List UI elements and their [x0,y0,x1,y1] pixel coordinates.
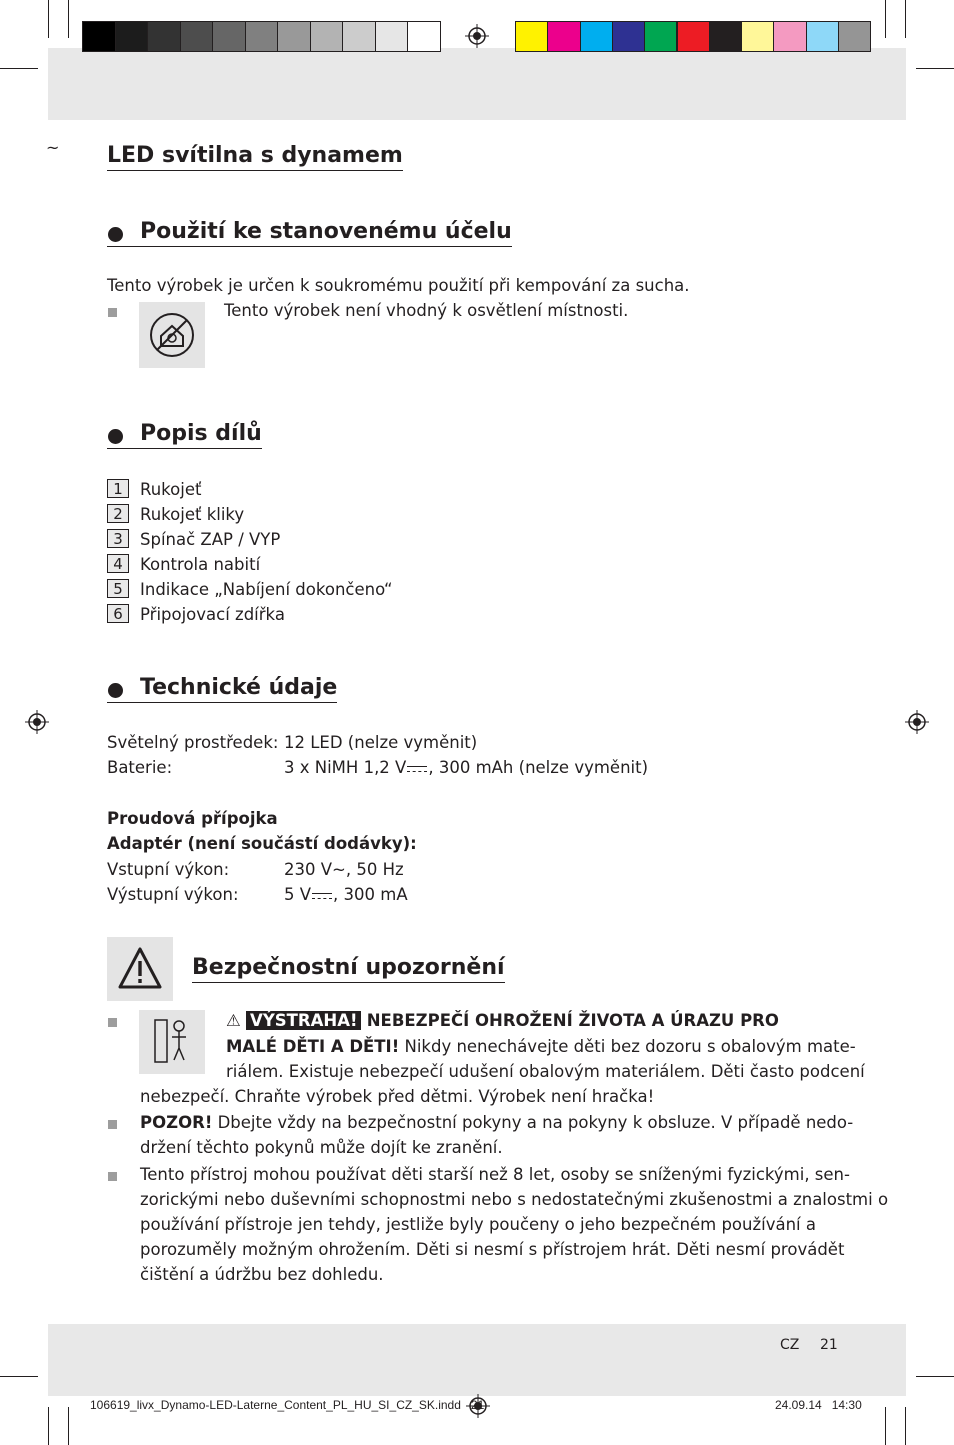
crop-mark [68,1407,69,1445]
crop-mark [0,68,38,69]
part-label: Indikace „Nabíjení dokončeno“ [140,580,393,599]
part-label: Rukojeť [140,480,202,499]
color-swatch [773,21,806,52]
part-number-badge: 5 [107,579,129,598]
section-title-use: Použití ke stanovenému účelu [107,219,512,247]
spec-value-input: 230 V~, 50 Hz [284,860,404,879]
list-bullet [108,1172,117,1181]
registration-mark-icon [465,24,489,48]
color-swatch [277,21,311,52]
color-swatch [515,21,548,52]
footer-lang: CZ [780,1337,800,1353]
side-mark: ~ [46,138,60,157]
caution-label: POZOR! [140,1113,213,1132]
output-value-a: 5 V [284,885,312,904]
children-line: používání přístroje jen tehdy, jestliže byly poučeny o jeho bezpečném používání a [140,1215,816,1234]
caution-line-1 [140,1110,853,1135]
color-swatch [310,21,344,52]
part-label: Spínač ZAP / VYP [140,530,281,549]
part-number-badge: 1 [107,479,129,498]
page-number: 21 [820,1337,838,1353]
children-packaging-icon [139,1010,205,1074]
registration-mark-icon [905,710,929,734]
no-room-lighting-icon [139,302,205,368]
color-swatch [580,21,613,52]
color-swatch [147,21,181,52]
warning-heading-line2: MALÉ DĚTI A DĚTI! [226,1037,400,1056]
page-title: LED svítilna s dynamem [107,143,403,171]
use-bullet-text: Tento výrobek není vhodný k osvětlení místnosti. [224,301,629,320]
color-swatch [838,21,871,52]
spec-label-light: Světelný prostředek: [107,733,279,752]
color-swatch [115,21,149,52]
spec-label-battery: Baterie: [107,758,173,777]
color-swatch [547,21,580,52]
footer-date: 24.09.14 14:30 [775,1398,862,1412]
battery-value-b: , 300 mAh (nelze vyměnit) [428,758,649,777]
color-swatch [806,21,839,52]
color-swatch [245,21,279,52]
warning-line-3: riálem. Existuje nebezpečí udušení obalovým materiálem. Děti často podcení [226,1062,865,1081]
color-swatch [180,21,214,52]
crop-mark [905,1407,906,1445]
crop-mark [885,0,886,38]
warning-sign-small-icon: ⚠ [226,1011,241,1030]
list-bullet [108,1120,117,1129]
list-bullet [108,308,117,317]
part-number-badge: 3 [107,529,129,548]
color-swatch [212,21,246,52]
warning-text: Nikdy nenechávejte děti bez dozoru s obalovým mate- [404,1037,856,1056]
part-number-badge: 4 [107,554,129,573]
crop-mark [905,0,906,38]
warning-triangle-icon [107,937,173,1001]
section-title-parts: Popis dílů [107,421,262,449]
crop-mark [916,68,954,69]
registration-mark-icon [25,710,49,734]
color-swatch [741,21,774,52]
spec-value-output [284,882,408,907]
output-value-b: , 300 mA [333,885,408,904]
children-line: Tento přístroj mohou používat děti starší než 8 let, osoby se sníženými fyzickými, sen- [140,1165,850,1184]
crop-mark [48,1407,49,1445]
section-title-safety: Bezpečnostní upozornění [192,955,505,983]
warning-line-4: nebezpečí. Chraňte výrobek před dětmi. Výrobek není hračka! [140,1087,655,1106]
color-swatch [677,21,710,52]
crop-mark [48,0,49,38]
children-line: porozuměly možným ohrožením. Děti si nesmí s přístrojem hrát. Děti nesmí provádět [140,1240,845,1259]
warning-line-1 [226,1008,779,1033]
part-label: Rukojeť kliky [140,505,245,524]
power-heading: Proudová přípojka [107,809,278,828]
children-line: čištění a údržbu bez dohledu. [140,1265,384,1284]
part-label: Kontrola nabití [140,555,261,574]
section-title-tech: Technické údaje [107,675,337,703]
color-swatch [709,21,742,52]
spec-label-output: Výstupní výkon: [107,885,239,904]
warning-line-2 [226,1034,856,1059]
list-bullet [108,1018,117,1027]
part-label: Připojovací zdířka [140,605,285,624]
warning-heading-line1: NEBEZPEČÍ OHROŽENÍ ŽIVOTA A ÚRAZU PRO [366,1011,779,1030]
color-swatch [82,21,116,52]
caution-text: Dbejte vždy na bezpečnostní pokyny a na pokyny k obsluze. V případě nedo- [217,1113,854,1132]
spec-value-battery [284,755,648,780]
color-swatch [644,21,677,52]
color-swatch [407,21,441,52]
dc-symbol-icon [311,890,333,902]
children-line: zorickými nebo duševními schopnostmi nebo s nedostatečnými zkušenostmi a znalostmi o [140,1190,889,1209]
children-paragraph [140,1162,888,1287]
color-swatch [375,21,409,52]
adapter-heading: Adaptér (není součástí dodávky): [107,834,417,853]
spec-value-light: 12 LED (nelze vyměnit) [284,733,478,752]
battery-value-a: 3 x NiMH 1,2 V [284,758,407,777]
color-swatch [342,21,376,52]
warning-label: VÝSTRAHA! [246,1011,361,1030]
crop-mark [0,1376,38,1377]
spec-label-input: Vstupní výkon: [107,860,230,879]
footer-band [48,1324,906,1396]
use-intro: Tento výrobek je určen k soukromému použití při kempování za sucha. [107,276,690,295]
caution-line-2: držení těchto pokynů může dojít ke zranění. [140,1138,503,1157]
crop-mark [916,1376,954,1377]
crop-mark [68,0,69,38]
header-band [48,48,906,120]
part-number-badge: 6 [107,604,129,623]
footer-file-info: 106619_livx_Dynamo-LED-Laterne_Content_PL_HU_SI_CZ_SK.indd 21 [90,1398,485,1412]
dc-symbol-icon [406,763,428,775]
color-swatch [612,21,645,52]
part-number-badge: 2 [107,504,129,523]
crop-mark [885,1407,886,1445]
